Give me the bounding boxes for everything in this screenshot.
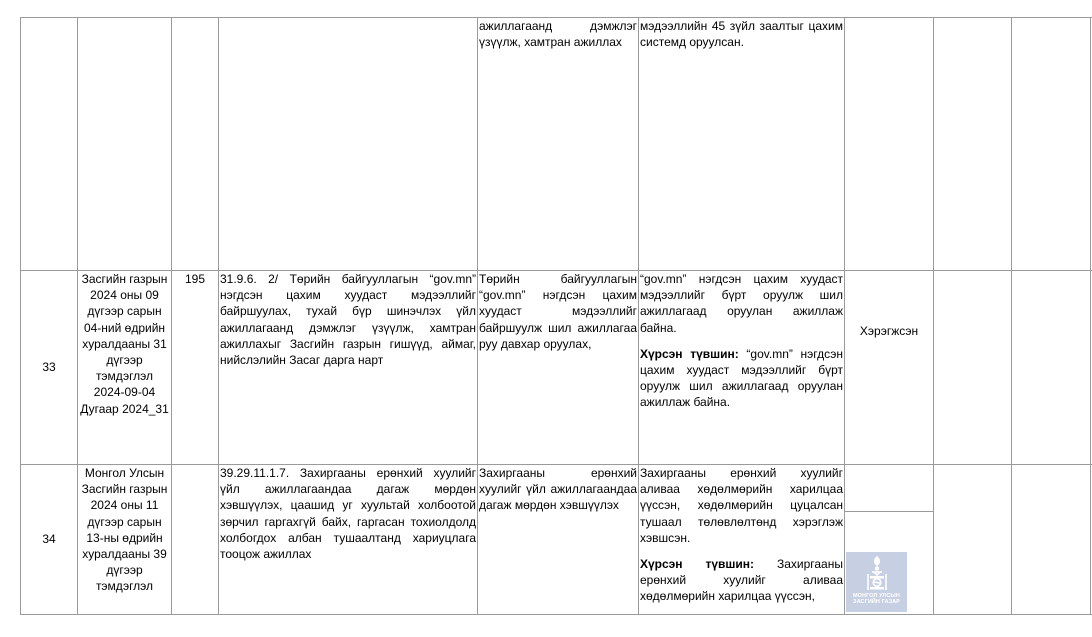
table-row [21,18,1092,271]
status-cell: Хэрэгжсэн [845,271,934,465]
empty-cell [1012,465,1091,615]
decision-cell: Монгол Улсын Засгийн газрын 2024 оны 11 дүгээр сарын 13-ны өдрийн хуралдааны 39 дүгээр тэмдэглэл [78,465,172,615]
achieved-level-text: “gov.mn” нэгдсэн цахим хуудаст мэдээллийг бүрт оруулж шил ажиллагаад оруулан ажиллаж байна. [640,346,843,410]
empty-cell [1012,271,1091,465]
result-paragraph: мэдээллийн 45 зүйл заалтыг цахим системд оруулсан. [640,19,843,50]
action-cell: Төрийн байгууллагын “gov.mn” нэгдсэн цахим хуудаст мэдээллийг байршуулж шил ажиллагаа руу давхар оруулах, [478,271,639,465]
decision-cell: Засгийн газрын 2024 оны 09 дүгээр сарын 04-ний өдрийн хуралдааны 31 дүгээр тэмдэглэл 2024-09-04 Дугаар 2024_31 [78,271,172,465]
achieved-level-label: Хүрсэн түвшин: [640,346,739,361]
provision-cell: 31.9.6. 2/ Төрийн байгууллагын “gov.mn” нэгдсэн цахим хуудаст мэдээллийг байршуулах, тухай бүр шинэчлэх үйл ажиллагаанд дэмжлэг үзүүлж, хамтран ажиллахыг Засгийн газрын гишүүд, аймаг, нийслэлийн Засаг дарга нарт [219,271,478,465]
status-cell [845,465,934,615]
action-cell: ажиллагаанд дэмжлэг үзүүлж, хамтран ажиллах [478,18,639,271]
logo-text-line2: ЗАСГИЙН ГАЗАР [853,599,900,605]
provision-cell: 39.29.11.1.7. Захиргааны ерөнхий хуулийг үйл ажиллагаандаа дагаж мөрдөн хэвшүүлэх, цаашид уг хуультай холбоотой зөрчил гаргахгүй байх, гаргасан тохиолдолд холбогдох албан тушаалтанд хариуцлага тооцож ажиллах [219,465,478,615]
result-cell [639,271,845,465]
empty-cell [934,271,1012,465]
count-cell [172,18,219,271]
empty-cell [934,18,1012,271]
result-paragraph: Захиргааны ерөнхий хуулийг аливаа хөдөлмөрийн харилцаа үүссэн, хөдөлмөрийн цуцалсан тушаал төлөвлөлтөнд хэрэглэж хэвшсэн. [640,466,843,545]
result-paragraph [640,556,843,605]
empty-cell [934,465,1012,615]
table-row [21,465,1092,615]
result-cell [639,18,845,271]
result-cell [639,465,845,615]
document-table [20,17,1092,615]
row-number-cell: 34 [21,465,78,615]
achieved-level-label: Хүрсэн түвшин: [640,557,755,572]
result-paragraph: “gov.mn” нэгдсэн цахим хуудаст мэдээллийг бүрт оруулж шил ажиллагаад оруулан ажиллаж байна. [640,272,843,335]
provision-cell [219,18,478,271]
status-cell-upper [845,465,933,512]
logo-text-line1: МОНГОЛ УЛСЫН [852,593,900,599]
action-cell: Захиргааны ерөнхий хуулийг үйл ажиллагаандаа дагаж мөрдөн хэвшүүлэх [478,465,639,615]
count-cell [172,465,219,615]
status-cell [845,18,934,271]
soyombo-emblem-icon [862,555,892,593]
result-paragraph [640,346,843,411]
achieved-level-text: Захиргааны ерөнхий хуулийг аливаа хөдөлмөрийн харилцаа үүссэн, [640,557,843,604]
empty-cell [1012,18,1091,271]
logo-area [845,512,933,612]
count-cell: 195 [172,271,219,465]
table-row [21,271,1092,465]
government-logo [846,552,907,612]
decision-cell [78,18,172,271]
row-number-cell: 33 [21,271,78,465]
row-number-cell [21,18,78,271]
